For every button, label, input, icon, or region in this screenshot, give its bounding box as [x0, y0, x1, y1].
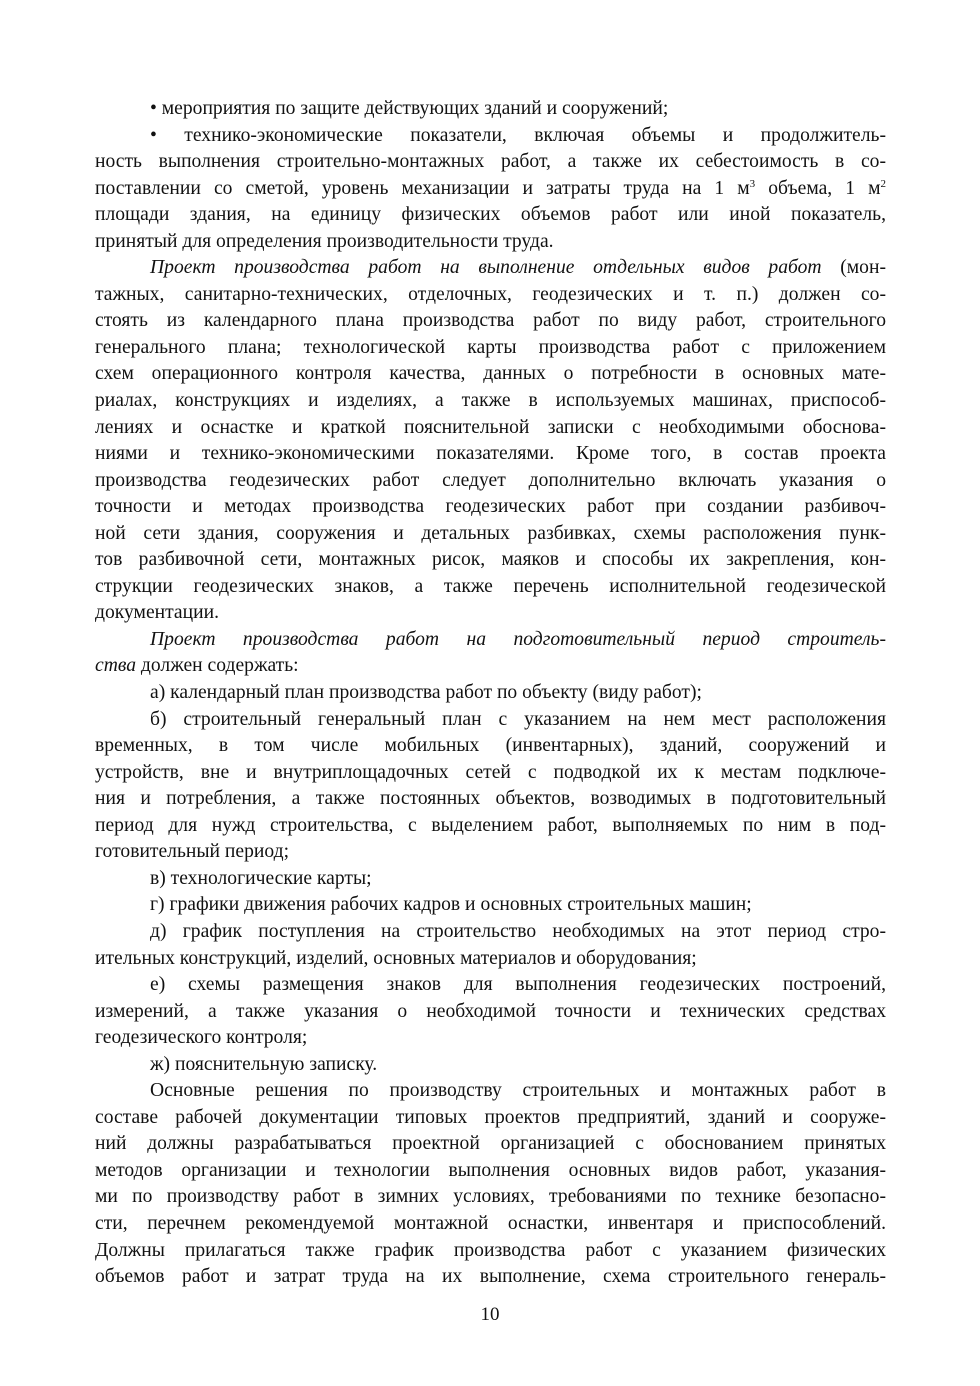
text-segment: временных, в том числе мобильных (инвентарных), зданий, сооружений и: [95, 735, 886, 757]
text-segment: поставлении со сметой, уровень механизации и затраты труда на 1 м: [95, 177, 750, 199]
text-line: [95, 415, 886, 442]
text-line: [95, 733, 886, 760]
text-line: [95, 521, 886, 548]
superscript: 2: [880, 177, 886, 190]
text-segment: ность выполнения строительно-монтажных работ, а также их себестоимость в со-: [95, 151, 886, 173]
text-segment: ния и потребления, а также постоянных объектов, возводимых в подготовительный: [95, 788, 886, 810]
text-segment: производства геодезических работ следует дополнительно включать указания о: [95, 469, 886, 491]
text-line: [95, 149, 886, 176]
text-segment: измерений, а также указания о необходимой точности и технических средствах: [95, 1000, 886, 1022]
text-segment: должен содержать:: [136, 655, 299, 677]
text-line: [95, 1238, 886, 1265]
text-line: [95, 308, 886, 335]
text-line: [95, 229, 886, 256]
text-line: [95, 202, 886, 229]
text-segment: д) график поступления на строительство необходимых на этот период стро-: [150, 920, 886, 942]
text-segment: принятый для определения производительности труда.: [95, 230, 554, 252]
text-line: [95, 653, 886, 680]
text-line: [95, 1105, 886, 1132]
text-line: [95, 919, 886, 946]
italic-text: Проект производства работ на выполнение отдельных видов работ: [150, 257, 822, 279]
text-line: [95, 999, 886, 1026]
text-line: [95, 707, 886, 734]
text-line: [95, 388, 886, 415]
text-line: [95, 1052, 886, 1079]
text-line: [95, 760, 886, 787]
text-segment: а) календарный план производства работ по объекту (виду работ);: [150, 682, 702, 704]
text-line: [95, 786, 886, 813]
text-segment: методов организации и технологии выполнения основных видов работ, указания-: [95, 1159, 886, 1181]
text-segment: площади здания, на единицу физических объемов работ или иной показатель,: [95, 204, 886, 226]
text-line: [95, 176, 886, 203]
text-line: [95, 1158, 886, 1185]
text-segment: ной сети здания, сооружения и детальных разбивках, схемы расположения пунк-: [95, 522, 886, 544]
text-segment: ми по производству работ в зимних условиях, требованиями по технике безопасно-: [95, 1186, 886, 1208]
text-line: [95, 1025, 886, 1052]
text-segment: ний должны разрабатываться проектной организацией с обоснованием принятых: [95, 1133, 886, 1155]
text-line: [95, 361, 886, 388]
text-segment: ительных конструкций, изделий, основных материалов и оборудования;: [95, 947, 697, 969]
text-segment: тажных, санитарно-технических, отделочных, геодезических и т. п.) должен со-: [95, 283, 886, 305]
text-segment: период для нужд строительства, с выделением работ, выполняемых по ним в под-: [95, 814, 886, 836]
text-line: [95, 627, 886, 654]
text-line: [95, 1211, 886, 1238]
text-line: [95, 813, 886, 840]
text-segment: б) строительный генеральный план с указанием на нем мест расположения: [150, 708, 886, 730]
text-segment: Основные решения по производству строительных и монтажных работ в: [150, 1080, 886, 1102]
text-segment: (мон-: [821, 257, 886, 279]
text-segment: риалах, конструкциях и изделиях, а также в используемых машинах, приспособ-: [95, 390, 886, 412]
text-line: [95, 839, 886, 866]
text-segment: готовительный период;: [95, 841, 290, 863]
text-segment: е) схемы размещения знаков для выполнения геодезических построений,: [150, 974, 886, 996]
text-line: [95, 468, 886, 495]
text-line: [95, 946, 886, 973]
text-line: [95, 255, 886, 282]
text-segment: струкции геодезических знаков, а также перечень исполнительной геодезической: [95, 575, 886, 597]
document-body: [95, 96, 886, 1291]
text-line: [95, 1264, 886, 1291]
page-number: 10: [480, 1304, 500, 1325]
italic-text: Проект производства работ на подготовительный период строитель-: [150, 628, 886, 650]
text-segment: ниями и технико-экономическими показателями. Кроме того, в состав проекта: [95, 443, 886, 465]
text-segment: устройств, вне и внутриплощадочных сетей с подводкой их к местам подключе-: [95, 761, 886, 783]
text-line: [95, 574, 886, 601]
text-segment: документации.: [95, 602, 219, 624]
text-line: [95, 441, 886, 468]
text-line: [95, 866, 886, 893]
text-segment: объема, 1 м: [755, 177, 881, 199]
text-line: [95, 96, 886, 123]
text-segment: Должны прилагаться также график производства работ с указанием физических: [95, 1239, 886, 1261]
text-segment: стоять из календарного плана производства работ по виду работ, строительного: [95, 310, 886, 332]
italic-text: ства: [95, 655, 137, 677]
text-line: [95, 972, 886, 999]
text-line: [95, 1184, 886, 1211]
text-line: [95, 282, 886, 309]
text-line: [95, 335, 886, 362]
text-segment: ж) пояснительную записку.: [150, 1053, 378, 1075]
text-segment: лениях и оснастке и краткой пояснительной записки с необходимыми обоснова-: [95, 416, 886, 438]
text-line: [95, 1078, 886, 1105]
text-line: [95, 892, 886, 919]
text-line: [95, 123, 886, 150]
text-segment: сти, перечнем рекомендуемой монтажной оснастки, инвентаря и приспособлений.: [95, 1212, 886, 1234]
text-segment: г) графики движения рабочих кадров и основных строительных машин;: [150, 894, 752, 916]
text-segment: составе рабочей документации типовых проектов предприятий, зданий и сооруже-: [95, 1106, 886, 1128]
text-segment: схем операционного контроля качества, данных о потребности в основных мате-: [95, 363, 886, 385]
text-line: [95, 547, 886, 574]
text-line: [95, 680, 886, 707]
text-segment: в) технологические карты;: [150, 867, 372, 889]
text-line: [95, 1131, 886, 1158]
text-segment: точности и методах производства геодезических работ при создании разбивоч-: [95, 496, 886, 518]
text-segment: генерального плана; технологической карты производства работ с приложением: [95, 336, 886, 358]
text-segment: объемов работ и затрат труда на их выполнение, схема строительного генераль-: [95, 1266, 886, 1288]
text-line: [95, 600, 886, 627]
superscript: 3: [749, 177, 756, 190]
text-segment: геодезического контроля;: [95, 1027, 308, 1049]
text-segment: • мероприятия по защите действующих зданий и сооружений;: [150, 98, 669, 119]
text-line: [95, 494, 886, 521]
text-segment: тов разбивочной сети, монтажных рисок, маяков и способы их закрепления, кон-: [95, 549, 886, 571]
text-segment: • технико-экономические показатели, включая объемы и продолжитель-: [150, 124, 886, 146]
